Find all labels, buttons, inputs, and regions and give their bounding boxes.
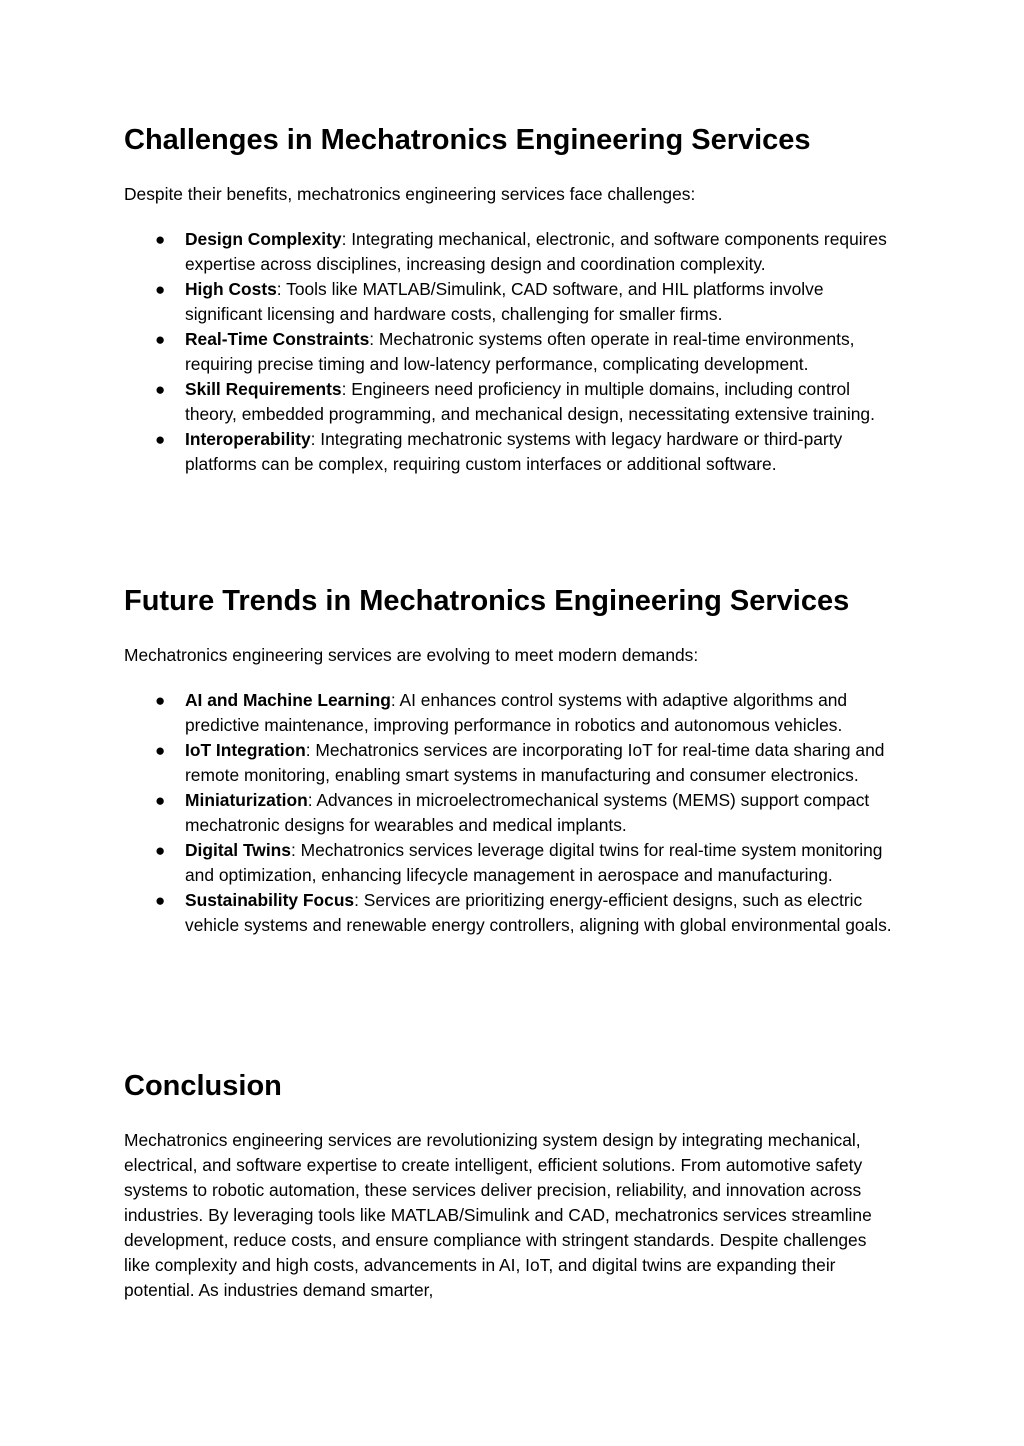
list-item-term: Digital Twins [185,840,291,860]
trends-intro: Mechatronics engineering services are evolving to meet modern demands: [124,645,699,665]
list-item-text: : Mechatronics services leverage digital twins for real-time system monitoring and optimization, enhancing lifecycle management in aerospace and manufacturing. [185,840,883,885]
challenges-heading: Challenges in Mechatronics Engineering Services [124,124,811,156]
list-item [124,738,895,788]
list-item-text: : Engineers need proficiency in multiple domains, including control theory, embedded programming, and mechanical design, necessitating extensive training. [185,379,875,424]
challenges-section [124,123,887,474]
bullet-icon: ● [155,691,166,710]
list-item-term: Design Complexity [185,229,342,249]
bullet-icon: ● [155,891,166,910]
list-item [124,888,895,938]
list-item [124,427,895,477]
list-item-text: : Mechatronics services are incorporating IoT for real-time data sharing and remote monitoring, enabling smart systems in manufacturing and consumer electronics. [185,740,885,785]
list-item [124,327,895,377]
list-item [124,377,895,427]
conclusion-section [124,1069,872,1300]
conclusion-body: Mechatronics engineering services are revolutionizing system design by integrating mechanical, electrical, and software expertise to create intelligent, efficient solutions. From automotive safety systems to robotic automation, these services deliver precision, reliability, and innovation across industries. By leveraging tools like MATLAB/Simulink and CAD, mechatronics services streamline development, reduce costs, and ensure compliance with stringent standards. Despite challenges like complexity and high costs, advancements in AI, IoT, and digital twins are expanding their potential. As industries demand smarter, [124,1130,872,1300]
challenges-intro: Despite their benefits, mechatronics engineering services face challenges: [124,184,696,204]
list-item [124,838,895,888]
list-item-text: : Services are prioritizing energy-efficient designs, such as electric vehicle systems and renewable energy controllers, aligning with global environmental goals. [185,890,892,935]
trends-section [124,584,892,935]
list-item [124,788,895,838]
trends-heading: Future Trends in Mechatronics Engineering Services [124,585,850,617]
list-item-term: AI and Machine Learning [185,690,391,710]
list-item-term: Real-Time Constraints [185,329,370,349]
conclusion-heading: Conclusion [124,1070,282,1102]
bullet-icon: ● [155,380,166,399]
list-item [124,277,895,327]
list-item-term: Sustainability Focus [185,890,355,910]
list-item [124,227,895,277]
list-item-term: Skill Requirements [185,379,342,399]
bullet-icon: ● [155,791,166,810]
list-item-text: : Integrating mechatronic systems with legacy hardware or third-party platforms can be complex, requiring custom interfaces or additional software. [185,429,843,474]
bullet-icon: ● [155,841,166,860]
bullet-icon: ● [155,330,166,349]
trends-list [124,688,895,938]
bullet-icon: ● [155,230,166,249]
bullet-icon: ● [155,430,166,449]
list-item-text: : AI enhances control systems with adaptive algorithms and predictive maintenance, improving performance in robotics and autonomous vehicles. [185,690,848,735]
bullet-icon: ● [155,741,166,760]
list-item [124,688,895,738]
challenges-list [124,227,895,477]
bullet-icon: ● [155,280,166,299]
list-item-text: : Advances in microelectromechanical systems (MEMS) support compact mechatronic designs for wearables and medical implants. [185,790,870,835]
list-item-text: : Mechatronic systems often operate in real-time environments, requiring precise timing and low-latency performance, complicating development. [185,329,855,374]
list-item-term: High Costs [185,279,277,299]
list-item-term: Miniaturization [185,790,308,810]
list-item-text: : Tools like MATLAB/Simulink, CAD software, and HIL platforms involve significant licensing and hardware costs, challenging for smaller firms. [185,279,824,324]
list-item-text: : Integrating mechanical, electronic, and software components requires expertise across disciplines, increasing design and coordination complexity. [185,229,887,274]
list-item-term: IoT Integration [185,740,306,760]
list-item-term: Interoperability [185,429,311,449]
